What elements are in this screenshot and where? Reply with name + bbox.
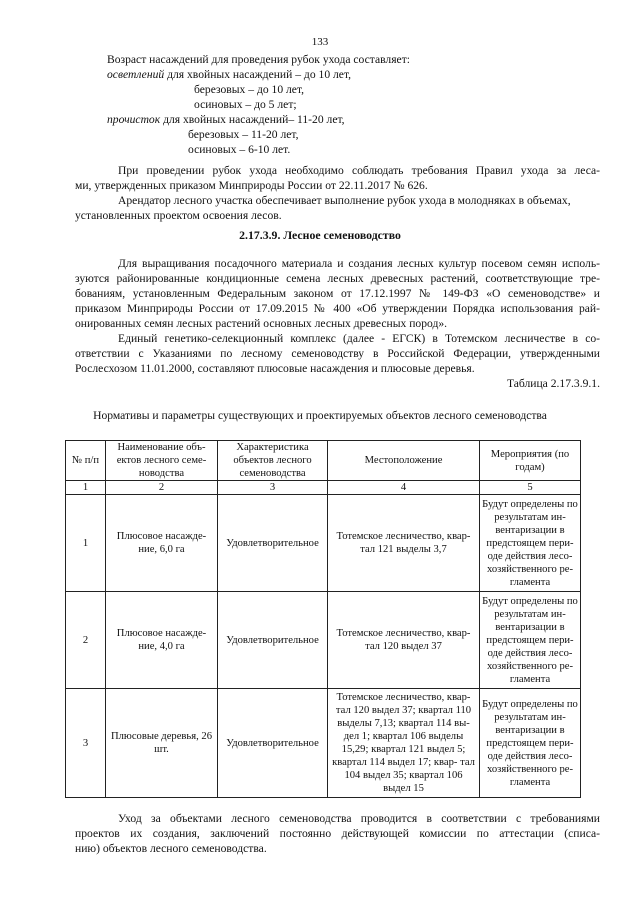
para5-line-3: нию) объектов лесного семеноводства. [75, 842, 267, 855]
intro-line-4: осиновых – до 5 лет; [194, 98, 297, 111]
para5-line-1: Уход за объектами лесного семеноводства проводится в соответствии с требованиями [118, 812, 600, 825]
object-characteristic: Удовлетворительное [218, 592, 328, 689]
intro-line-5 [107, 112, 345, 127]
intro-line-6: березовых – 11-20 лет, [188, 128, 299, 141]
para1-line-1: При проведении рубок ухода необходимо соблюдать требования Правил ухода за леса- [118, 164, 600, 177]
intro-term-thinning: осветлений [107, 68, 165, 81]
row-number: 3 [66, 689, 106, 798]
row-number: 2 [66, 592, 106, 689]
intro-line-2-rest: для хвойных насаждений – до 10 лет, [164, 68, 352, 81]
para2-line-2: установленных проектом освоения лесов. [75, 209, 282, 222]
object-location: Тотемское лесничество, квар- тал 121 выделы 3,7 [328, 495, 480, 592]
intro-line-7: осиновых – 6-10 лет. [188, 143, 291, 156]
para4-line-1: Единый генетико-селекционный комплекс (далее - ЕГСК) в Тотемском лесничестве в со- [118, 332, 600, 345]
section-heading: 2.17.3.9. Лесное семеноводство [239, 228, 401, 242]
object-location: Тотемское лесничество, квар- тал 120 выдел 37; квартал 110 выделы 7,13; квартал 114 вы- дел 1; квартал 106 выделы 15,29; квартал 121 выдел 5; квартал 114 выдел 17; квар- тал 104 выдел 35; квартал 106 выдел 15 [328, 689, 480, 798]
intro-line-1: Возраст насаждений для проведения рубок ухода составляет: [107, 53, 410, 66]
object-characteristic: Удовлетворительное [218, 689, 328, 798]
object-measures: Будут определены по результатам ин- вентаризации в предстоящем пери- оде действия лесо- хозяйственного ре- гламента [480, 592, 581, 689]
header-characteristic: Характеристика объектов лесного семеноводства [218, 441, 328, 481]
row-number: 1 [66, 495, 106, 592]
col-number-3: 3 [218, 481, 328, 495]
para3-line-4: приказом Минприроды России от 17.09.2015 № 400 «Об утверждении Порядка использования рай- [75, 302, 600, 315]
col-number-5: 5 [480, 481, 581, 495]
para4-line-3: Рослесхозом 11.01.2000, составляют плюсовые насаждения и плюсовые деревья. [75, 362, 475, 375]
col-number-4: 4 [328, 481, 480, 495]
para4-line-2: ответствии с Указаниями по лесному семеноводству в Российской Федерации, утвержденными [75, 347, 600, 360]
header-number: № п/п [66, 441, 106, 481]
header-location: Местоположение [328, 441, 480, 481]
table-number: Таблица 2.17.3.9.1. [506, 377, 600, 390]
para3-line-3: бованиям, установленным Федеральным законом от 17.12.1997 № 149-ФЗ «О семеноводстве» и [75, 287, 600, 300]
object-measures: Будут определены по результатам ин- вентаризации в предстоящем пери- оде действия лесо- хозяйственного ре- гламента [480, 689, 581, 798]
para1-line-2: ми, утвержденных приказом Минприроды России от 22.11.2017 № 626. [75, 179, 428, 192]
object-location: Тотемское лесничество, квар- тал 120 выдел 37 [328, 592, 480, 689]
col-number-2: 2 [106, 481, 218, 495]
table-header-row [66, 441, 581, 481]
page-number: 133 [311, 36, 329, 48]
para3-line-5: онированных семян лесных растений основных лесных древесных пород». [75, 317, 448, 330]
col-number-1: 1 [66, 481, 106, 495]
para3-line-1: Для выращивания посадочного материала и создания лесных культур посевом семян исполь- [118, 257, 600, 270]
object-name: Плюсовые деревья, 26 шт. [106, 689, 218, 798]
para3-line-2: зуются районированные кондиционные семена лесных древесных растений, соответствующие тре- [75, 272, 600, 285]
object-name: Плюсовое насажде- ние, 4,0 га [106, 592, 218, 689]
intro-line-5-rest: для хвойных насаждений– 11-20 лет, [160, 113, 345, 126]
intro-line-2 [107, 67, 351, 82]
table-caption: Нормативы и параметры существующих и проектируемых объектов лесного семеноводства [93, 409, 547, 422]
intro-line-3: березовых – до 10 лет, [194, 83, 305, 96]
table-row [66, 495, 581, 592]
object-characteristic: Удовлетворительное [218, 495, 328, 592]
para5-line-2: проектов их создания, заключений постоянно действующей комиссии по аттестации (списа- [75, 827, 600, 840]
header-object-name: Наименование объ- ектов лесного семе- новодства [106, 441, 218, 481]
object-measures: Будут определены по результатам ин- вентаризации в предстоящем пери- оде действия лесо- хозяйственного ре- гламента [480, 495, 581, 592]
object-name: Плюсовое насажде- ние, 6,0 га [106, 495, 218, 592]
table-column-numbers-row [66, 481, 581, 495]
intro-term-cleaning: прочисток [107, 113, 161, 126]
seed-objects-table [65, 440, 581, 798]
header-measures: Мероприятия (по годам) [480, 441, 581, 481]
table-row [66, 592, 581, 689]
table-row [66, 689, 581, 798]
para2-line-1: Арендатор лесного участка обеспечивает выполнение рубок ухода в молодняках в объемах, [118, 194, 571, 207]
